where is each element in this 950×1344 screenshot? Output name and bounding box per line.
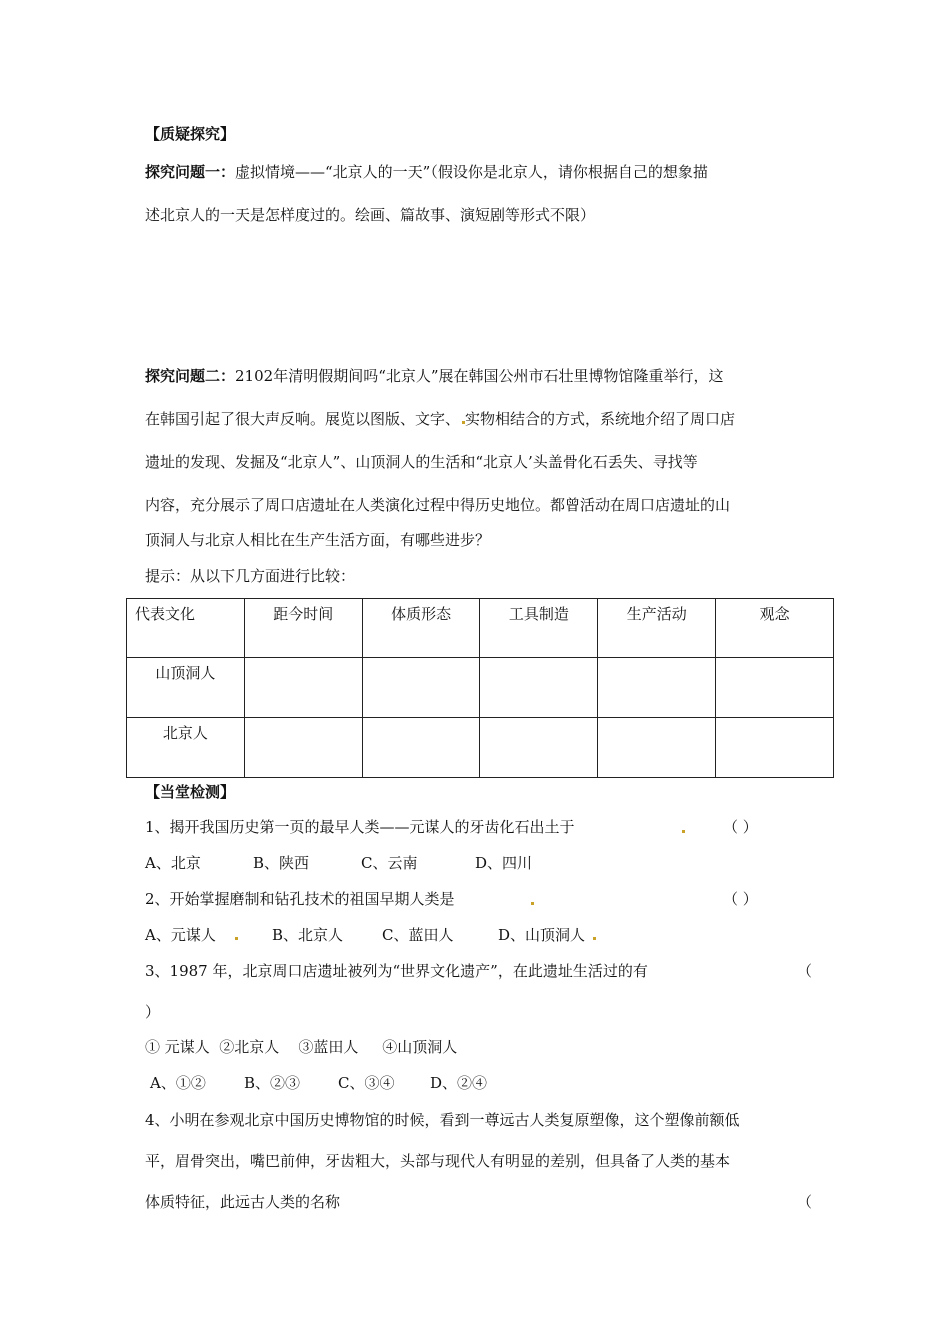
comparison-table bbox=[126, 598, 834, 778]
section-title-test: 【当堂检测】 bbox=[145, 783, 236, 801]
table-cell[interactable] bbox=[362, 718, 480, 778]
table-cell[interactable] bbox=[480, 658, 598, 718]
table-cell[interactable] bbox=[716, 658, 834, 718]
question-2-line-5: 顶洞人与北京人相比在生产生活方面，有哪些进步？ bbox=[145, 531, 491, 549]
question-2-label: 探究问题二： bbox=[145, 367, 236, 385]
table-cell[interactable] bbox=[480, 718, 598, 778]
table-row bbox=[127, 718, 834, 778]
question-1-line-1 bbox=[145, 162, 708, 182]
table-row-label: 山顶洞人 bbox=[127, 658, 245, 718]
stray-dot-mark bbox=[531, 902, 534, 905]
test-3-items: ① 元谋人 ②北京人 ③蓝田人 ④山顶洞人 bbox=[145, 1038, 458, 1056]
question-1-line-2: 述北京人的一天是怎样度过的。绘画、篇故事、演短剧等形式不限） bbox=[145, 206, 596, 224]
table-row-label: 北京人 bbox=[127, 718, 245, 778]
option-a[interactable]: A、①② bbox=[150, 1074, 206, 1092]
table-header-cell: 工具制造 bbox=[480, 599, 598, 658]
option-d[interactable]: D、四川 bbox=[475, 854, 533, 872]
question-1-label: 探究问题一： bbox=[145, 163, 236, 181]
table-cell[interactable] bbox=[598, 658, 716, 718]
table-header-cell: 生产活动 bbox=[598, 599, 716, 658]
test-4-line-1: 4、小明在参观北京中国历史博物馆的时候，看到一尊远古人类复原塑像，这个塑像前额低 bbox=[145, 1111, 740, 1129]
option-a[interactable]: A、元谋人 bbox=[145, 926, 216, 944]
option-c[interactable]: C、云南 bbox=[361, 854, 418, 872]
option-a[interactable]: A、北京 bbox=[145, 854, 201, 872]
option-b[interactable]: B、②③ bbox=[244, 1074, 301, 1092]
stray-dot-mark bbox=[682, 830, 685, 833]
option-d[interactable]: D、山顶洞人 bbox=[498, 926, 586, 944]
question-2-hint: 提示：从以下几方面进行比较： bbox=[145, 567, 356, 585]
question-2-text-2b: 实物相结合的方式，系统地介绍了周口店 bbox=[465, 410, 736, 428]
test-2-stem: 2、开始掌握磨制和钻孔技术的祖国早期人类是 bbox=[145, 890, 455, 908]
question-2-line-1 bbox=[145, 366, 724, 386]
table-cell[interactable] bbox=[362, 658, 480, 718]
option-d[interactable]: D、②④ bbox=[430, 1074, 488, 1092]
table-cell[interactable] bbox=[244, 658, 362, 718]
test-4-answer-paren-open[interactable]: （ bbox=[797, 1193, 813, 1211]
test-3-options bbox=[150, 1073, 487, 1093]
option-b[interactable]: B、北京人 bbox=[272, 926, 344, 944]
table-header-cell: 代表文化 bbox=[127, 599, 245, 658]
stray-dot-mark bbox=[593, 937, 596, 940]
table-row bbox=[127, 658, 834, 718]
question-2-text-1: 2102年清明假期间吗“北京人”展在韩国公州市石壮里博物馆隆重举行，这 bbox=[235, 367, 724, 385]
test-3-answer-paren-open[interactable]: （ bbox=[797, 962, 813, 980]
table-header-cell: 观念 bbox=[716, 599, 834, 658]
table-cell[interactable] bbox=[716, 718, 834, 778]
question-1-text-1: 虚拟情境——“北京人的一天”（假设你是北京人，请你根据自己的想象描 bbox=[235, 163, 708, 181]
test-1-answer-paren[interactable]: （ ） bbox=[723, 818, 758, 836]
question-2-line-2 bbox=[145, 409, 735, 429]
test-3-answer-paren-close: ） bbox=[145, 1003, 161, 1021]
question-2-text-2a: 在韩国引起了很大声反响。展览以图版、文字、 bbox=[145, 410, 461, 428]
test-2-answer-paren[interactable]: （ ） bbox=[723, 890, 758, 908]
test-1-options bbox=[145, 853, 532, 873]
test-4-line-2: 平，眉骨突出，嘴巴前伸，牙齿粗大，头部与现代人有明显的差别，但具备了人类的基本 bbox=[145, 1152, 731, 1170]
section-title-inquiry: 【质疑探究】 bbox=[145, 125, 236, 143]
question-2-line-4: 内容，充分展示了周口店遗址在人类演化过程中得历史地位。都曾活动在周口店遗址的山 bbox=[145, 496, 731, 514]
question-2-line-3: 遗址的发现、发掘及“北京人”、山顶洞人的生活和“北京人’头盖骨化石丢失、寻找等 bbox=[145, 453, 698, 471]
option-c[interactable]: C、③④ bbox=[338, 1074, 395, 1092]
option-c[interactable]: C、蓝田人 bbox=[382, 926, 454, 944]
table-header-cell: 距今时间 bbox=[244, 599, 362, 658]
table-cell[interactable] bbox=[598, 718, 716, 778]
test-4-line-3: 体质特征，此远古人类的名称 bbox=[145, 1193, 341, 1211]
stray-dot-mark bbox=[235, 937, 238, 940]
table-cell[interactable] bbox=[244, 718, 362, 778]
test-2-options bbox=[145, 925, 596, 945]
table-header-row bbox=[127, 599, 834, 658]
option-b[interactable]: B、陕西 bbox=[253, 854, 310, 872]
table-header-cell: 体质形态 bbox=[362, 599, 480, 658]
test-3-stem: 3、1987 年，北京周口店遗址被列为“世界文化遗产”，在此遗址生活过的有 bbox=[145, 962, 648, 980]
test-1-stem: 1、揭开我国历史第一页的最早人类——元谋人的牙齿化石出土于 bbox=[145, 818, 575, 836]
